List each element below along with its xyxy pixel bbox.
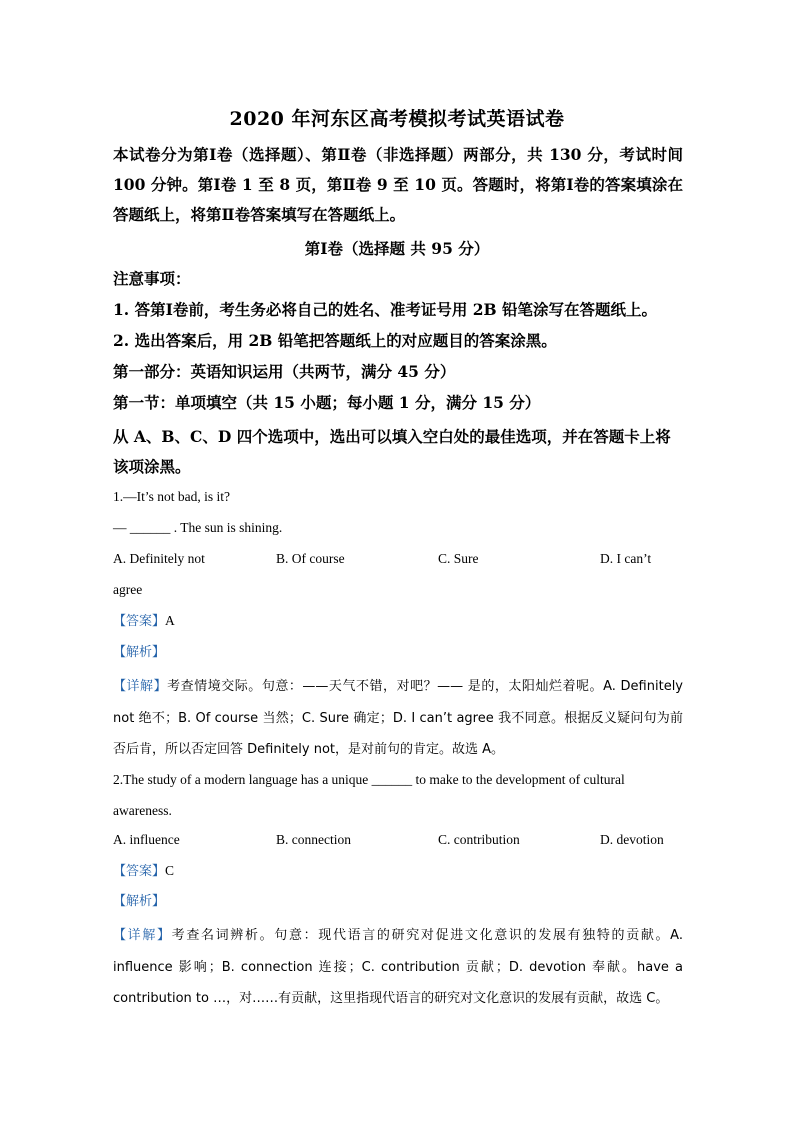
q1-stem-line2: — ______ . The sun is shining. — [113, 520, 283, 535]
exam-intro: 本试卷分为第Ⅰ卷（选择题）、第Ⅱ卷（非选择题）两部分，共 130 分，考试时间 100 分钟。第Ⅰ卷 1 至 8 页，第Ⅱ卷 9 至 10 页。答题时，将第Ⅰ卷的答案填涂在答题纸上，将第Ⅱ卷答案填写在答题纸上。 — [113, 145, 683, 224]
q1-answer-row — [113, 608, 175, 635]
section-heading: 第一节：单项填空（共 15 小题；每小题 1 分，满分 15 分） — [113, 393, 541, 412]
detail-label: 【详解】 — [113, 928, 172, 943]
instruction-text: 从 A、B、C、D 四个选项中，选出可以填入空白处的最佳选项，并在答题卡上将该项涂黑。 — [113, 427, 671, 476]
notes-heading: 注意事项： — [113, 269, 191, 288]
note-item-2: 2. 选出答案后，用 2B 铅笔把答题纸上的对应题目的答案涂黑。 — [113, 331, 557, 350]
q2-answer-value: C — [165, 863, 175, 878]
q2-option-d: D. devotion — [600, 832, 664, 847]
q2-detail — [113, 920, 683, 1015]
detail-label: 【详解】 — [113, 679, 168, 694]
section-title: 第Ⅰ卷（选择题 共 95 分） — [304, 239, 490, 258]
q2-answer-row — [113, 858, 174, 885]
part-heading: 第一部分：英语知识运用（共两节，满分 45 分） — [113, 362, 456, 381]
q2-option-a: A. influence — [113, 832, 180, 847]
q2-detail-text: 考查名词辨析。句意：现代语言的研究对促进文化意识的发展有独特的贡献。A. influence 影响；B. connection 连接；C. contribution 贡献；D. devotion 奉献。have a contribution to …，对……有贡献，这里指现代语言的研究对文化意识的发展有贡献，故选 C。 — [113, 928, 683, 1006]
answer-label: 【答案】 — [113, 614, 166, 629]
note-item-1: 1. 答第Ⅰ卷前，考生务必将自己的姓名、准考证号用 2B 铅笔涂写在答题纸上。 — [113, 300, 658, 319]
q1-answer-value: A — [165, 613, 175, 628]
q1-option-a: A. Definitely not — [113, 551, 205, 566]
q2-stem: 2.The study of a modern language has a unique ______ to make to the development of cultural awareness. — [113, 772, 625, 818]
q1-option-d-wrap: agree — [113, 582, 143, 597]
q1-option-c: C. Sure — [438, 551, 479, 566]
q1-option-b: B. Of course — [276, 551, 345, 566]
q1-detail — [113, 671, 683, 766]
q1-detail-text: 考查情境交际。句意：——天气不错，对吧？—— 是的，太阳灿烂着呢。A. Definitely not 绝不；B. Of course 当然；C. Sure 确定；D. I can’t agree 我不同意。根据反义疑问句为前否后肯，所以否定回答 Definitely not，是对前句的肯定。故选 A。 — [113, 679, 683, 757]
q1-option-d: D. I can’t — [600, 551, 652, 566]
q2-option-c: C. contribution — [438, 832, 520, 847]
q2-option-b: B. connection — [276, 832, 351, 847]
q1-analysis-label: 【解析】 — [113, 645, 166, 660]
q2-analysis-label: 【解析】 — [113, 894, 166, 909]
exam-title: 2020 年河东区高考模拟考试英语试卷 — [229, 108, 565, 130]
answer-label: 【答案】 — [113, 864, 166, 879]
q1-stem-line1: 1.—It’s not bad, is it? — [113, 489, 230, 504]
